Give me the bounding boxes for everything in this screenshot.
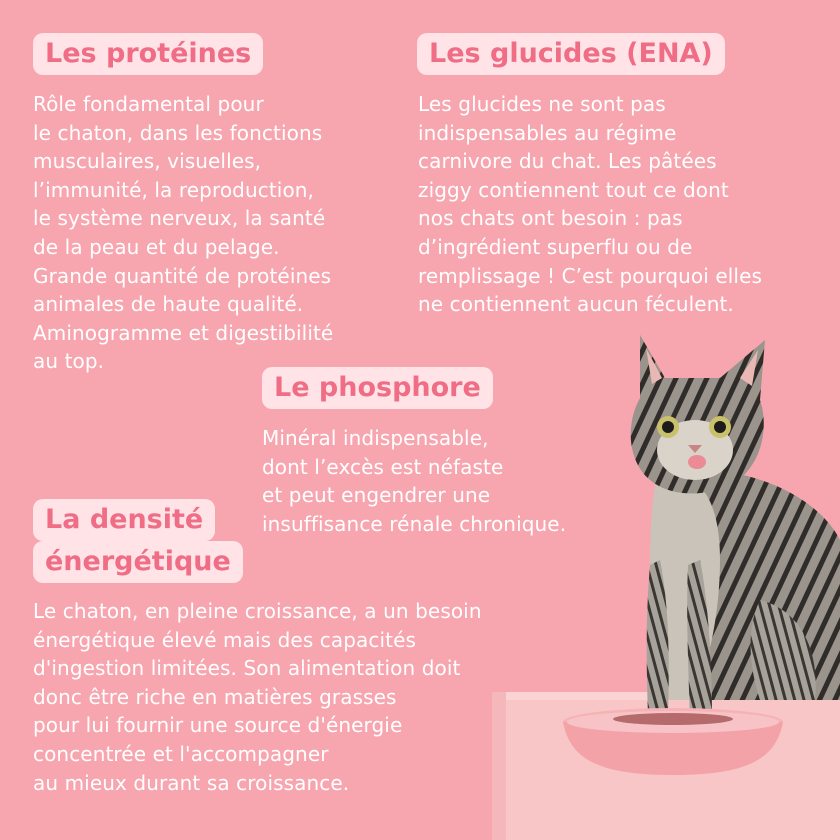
- text-line: pour lui fournir une source d'énergie: [33, 713, 403, 738]
- section-body-glucides: [418, 90, 818, 319]
- section-title-proteins: Les protéines: [33, 33, 263, 75]
- section-title-densite-line2: énergétique: [33, 541, 243, 583]
- section-body-densite: [33, 597, 573, 797]
- text-line: d'ingestion limitées. Son alimentation doit: [33, 656, 461, 681]
- section-title-glucides: Les glucides (ENA): [417, 33, 725, 75]
- text-line: Aminogramme et digestibilité: [33, 320, 334, 345]
- food-bowl: [563, 708, 783, 775]
- text-line: remplissage ! C’est pourquoi elles: [418, 263, 762, 288]
- text-line: indispensables au régime: [418, 120, 677, 145]
- text-line: ziggy contiennent tout ce dont: [418, 177, 729, 202]
- text-line: ne contiennent aucun féculent.: [418, 292, 734, 317]
- text-line: dont l’excès est néfaste: [262, 454, 504, 479]
- text-line: insuffisance rénale chronique.: [262, 511, 567, 536]
- text-line: animales de haute qualité.: [33, 292, 304, 317]
- text-line: l’immunité, la reproduction,: [33, 177, 315, 202]
- text-line: nos chats ont besoin : pas: [418, 206, 683, 231]
- section-title-phosphore: Le phosphore: [262, 367, 493, 409]
- text-line: Les glucides ne sont pas: [418, 92, 666, 116]
- text-line: énergétique élevé mais des capacités: [33, 627, 417, 652]
- text-line: au mieux durant sa croissance.: [33, 770, 350, 795]
- section-body-phosphore: [262, 424, 642, 538]
- text-line: et peut engendrer une: [262, 483, 491, 508]
- text-line: au top.: [33, 349, 105, 374]
- text-line: le chaton, dans les fonctions: [33, 120, 323, 145]
- section-body-proteins: [33, 90, 403, 376]
- text-line: concentrée et l'accompagner: [33, 741, 329, 766]
- text-line: de la peau et du pelage.: [33, 234, 280, 259]
- text-line: Minéral indispensable,: [262, 426, 489, 450]
- kitten: [631, 335, 840, 727]
- text-line: Rôle fondamental pour: [33, 92, 264, 116]
- text-line: le système nerveux, la santé: [33, 206, 326, 231]
- text-line: carnivore du chat. Les pâtées: [418, 149, 717, 174]
- text-line: d’ingrédient superflu ou de: [418, 234, 693, 259]
- text-line: Le chaton, en pleine croissance, a un besoin: [33, 599, 482, 623]
- text-line: Grande quantité de protéines: [33, 263, 332, 288]
- text-line: donc être riche en matières grasses: [33, 684, 397, 709]
- text-line: musculaires, visuelles,: [33, 149, 262, 174]
- section-title-densite: La densité: [33, 499, 215, 541]
